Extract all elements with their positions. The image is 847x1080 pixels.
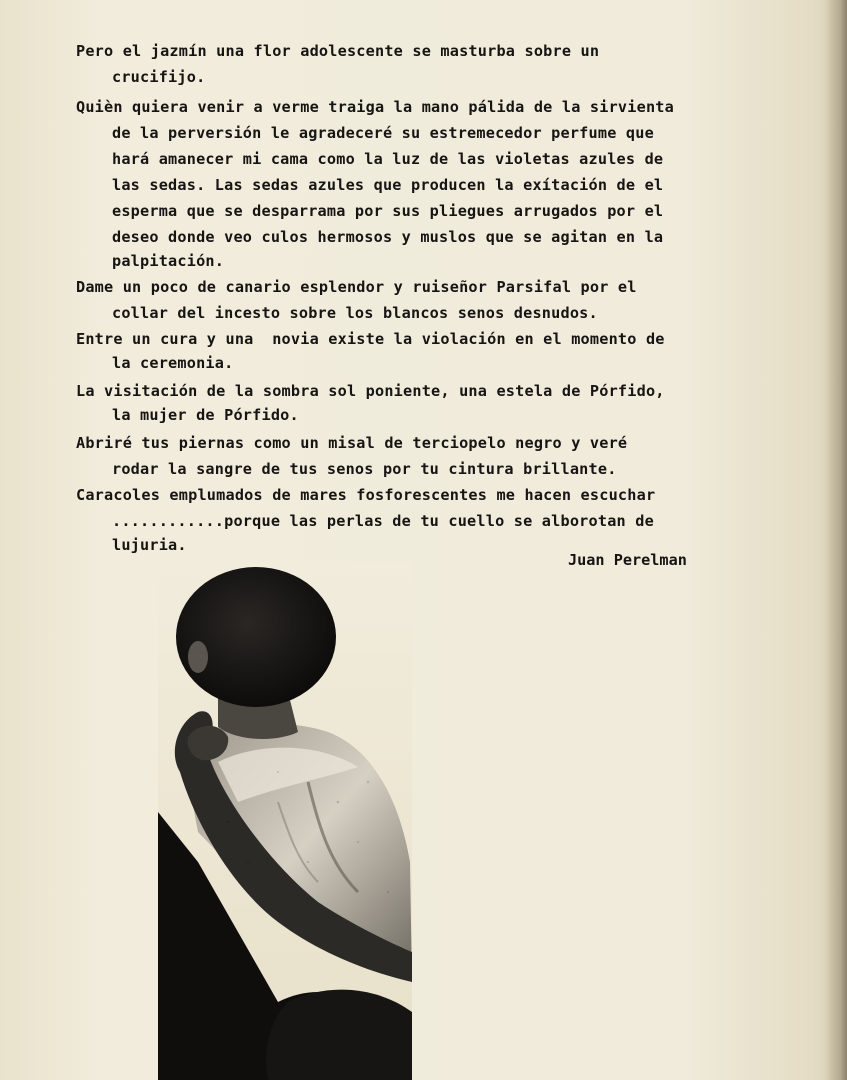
poem-line: collar del incesto sobre los blancos senos desnudos.: [112, 304, 598, 322]
poem-line: la ceremonia.: [112, 354, 234, 372]
poem-line: La visitación de la sombra sol poniente, una estela de Pórfido,: [76, 382, 665, 400]
photo-of-figure-from-behind-icon: [158, 562, 412, 1080]
poem-line: lujuria.: [112, 536, 187, 554]
poem-line: Dame un poco de canario esplendor y ruiseñor Parsifal por el: [76, 278, 637, 296]
poem-line: ............porque las perlas de tu cuello se alborotan de: [112, 512, 654, 530]
poem-line: de la perversión le agradeceré su estremecedor perfume que: [112, 124, 654, 142]
poem-line: deseo donde veo culos hermosos y muslos que se agitan en la: [112, 228, 664, 246]
poem-line: crucifijo.: [112, 68, 206, 86]
poem-line: las sedas. Las sedas azules que producen la exítación de el: [112, 176, 664, 194]
poem-line: palpitación.: [112, 252, 225, 270]
poem-line: rodar la sangre de tus senos por tu cintura brillante.: [112, 460, 617, 478]
poem-line: la mujer de Pórfido.: [112, 406, 299, 424]
poem-line: hará amanecer mi cama como la luz de las violetas azules de: [112, 150, 664, 168]
poem-line: Entre un cura y una novia existe la violación en el momento de: [76, 330, 665, 348]
author-signature: Juan Perelman: [568, 551, 687, 569]
poem-line: esperma que se desparrama por sus pliegues arrugados por el: [112, 202, 664, 220]
poem-line: Pero el jazmín una flor adolescente se masturba sobre un: [76, 42, 600, 60]
poem-line: Caracoles emplumados de mares fosforescentes me hacen escuchar: [76, 486, 656, 504]
poem-line: Quièn quiera venir a verme traiga la mano pálida de la sirvienta: [76, 98, 674, 116]
poem-line: Abriré tus piernas como un misal de terciopelo negro y veré: [76, 434, 628, 452]
page-binding-edge: [825, 0, 847, 1080]
